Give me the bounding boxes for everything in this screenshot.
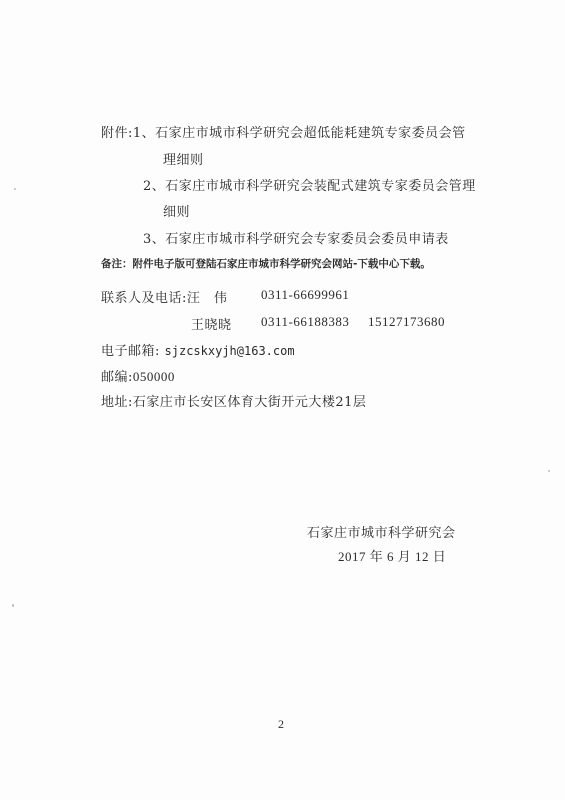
attachment-title-continued: 理细则 bbox=[163, 153, 204, 168]
scan-speck bbox=[12, 604, 14, 607]
scan-speck bbox=[14, 188, 16, 190]
address-label: 地址: bbox=[101, 395, 133, 410]
email-row bbox=[101, 340, 295, 359]
attachment-item-3 bbox=[143, 228, 449, 247]
contact-phone: 0311-66188383 bbox=[261, 314, 350, 329]
email-label: 电子邮箱: bbox=[101, 344, 160, 359]
postcode-label: 邮编: bbox=[101, 370, 133, 385]
page-number: 2 bbox=[278, 717, 285, 731]
attachments-prefix: 附件: bbox=[101, 126, 133, 141]
attachment-number: 3、 bbox=[143, 232, 166, 247]
attachment-number: 1、 bbox=[132, 126, 156, 141]
attachment-title: 石家庄市城市科学研究会超低能耗建筑专家委员会管 bbox=[155, 126, 466, 141]
address-value: 石家庄市长安区体育大街开元大楼21层 bbox=[132, 395, 367, 410]
contact-label: 联系人及电话: bbox=[101, 291, 187, 306]
attachment-title: 石家庄市城市科学研究会专家委员会委员申请表 bbox=[165, 232, 449, 247]
attachment-number: 2、 bbox=[143, 179, 166, 194]
signature-date: 2017 年 6 月 12 日 bbox=[338, 549, 447, 564]
email-value: sjzcskxyjh@163.com bbox=[164, 344, 295, 358]
postcode-row bbox=[101, 366, 175, 385]
scan-speck bbox=[548, 470, 550, 472]
attachment-item-1 bbox=[101, 122, 466, 141]
attachment-title: 石家庄市城市科学研究会装配式建筑专家委员会管理 bbox=[165, 179, 476, 194]
postcode-value: 050000 bbox=[132, 369, 175, 384]
contact-name: 王晓晓 bbox=[191, 318, 232, 333]
contact-phone: 0311-66699961 bbox=[261, 287, 350, 302]
attachment-item-2 bbox=[143, 175, 476, 194]
contact-mobile: 15127173680 bbox=[368, 314, 445, 329]
contact-row-1 bbox=[101, 287, 227, 306]
address-row bbox=[101, 391, 366, 410]
download-note: 备注：附件电子版可登陆石家庄市城市科学研究会网站-下载中心下载。 bbox=[101, 258, 431, 270]
contact-name: 汪 伟 bbox=[186, 291, 228, 306]
attachment-title-continued: 细则 bbox=[163, 205, 191, 220]
signature-org: 石家庄市城市科学研究会 bbox=[307, 526, 456, 541]
